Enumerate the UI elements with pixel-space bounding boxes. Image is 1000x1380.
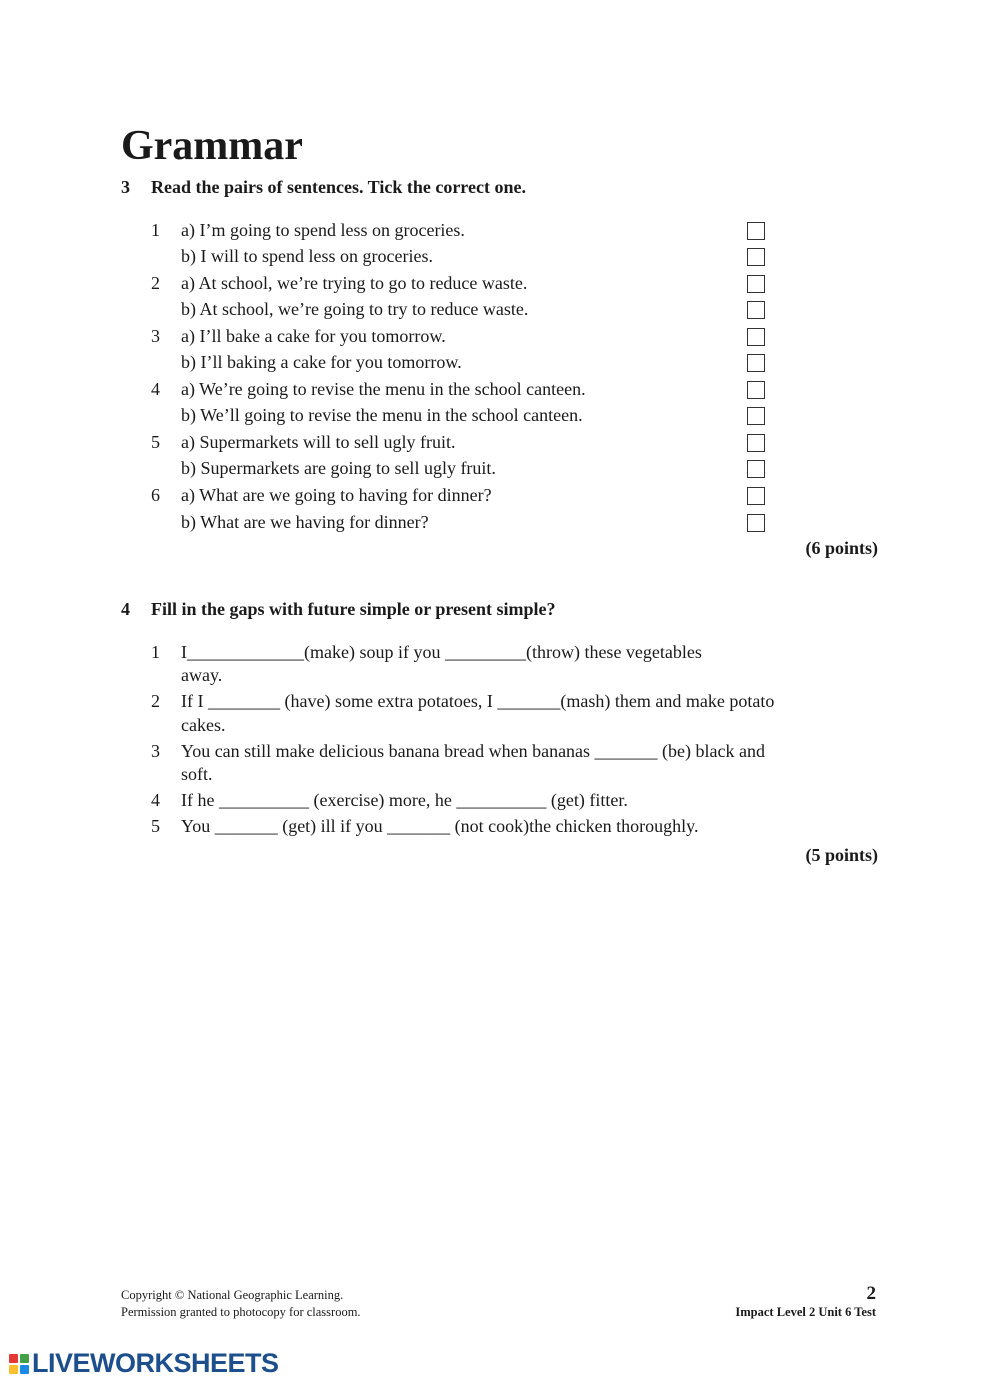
logo-text: LIVEWORKSHEETS xyxy=(32,1348,279,1378)
logo-square xyxy=(9,1354,18,1363)
ex3-item-number: 1 xyxy=(151,220,160,240)
ex3-option-b: b) Supermarkets are going to sell ugly fruit. xyxy=(181,458,496,478)
page-title: Grammar xyxy=(121,123,303,169)
ex3-item-number: 6 xyxy=(151,485,160,505)
tick-checkbox[interactable] xyxy=(747,354,765,372)
tick-checkbox[interactable] xyxy=(747,487,765,505)
logo-square xyxy=(20,1354,29,1363)
ex3-option-a: a) What are we going to having for dinner? xyxy=(181,485,492,505)
ex3-item-number: 2 xyxy=(151,273,160,293)
ex3-option-a: a) Supermarkets will to sell ugly fruit. xyxy=(181,432,456,452)
ex3-option-a: a) I’m going to spend less on groceries. xyxy=(181,220,465,240)
ex3-option-b: b) At school, we’re going to try to reduce waste. xyxy=(181,299,529,319)
tick-checkbox[interactable] xyxy=(747,434,765,452)
logo-square xyxy=(9,1365,18,1374)
ex4-item-number: 3 xyxy=(151,741,160,761)
exercise-3-instruction: Read the pairs of sentences. Tick the correct one. xyxy=(151,177,526,197)
tick-checkbox[interactable] xyxy=(747,248,765,266)
ex3-option-b: b) What are we having for dinner? xyxy=(181,512,429,532)
ex3-option-b: b) I will to spend less on groceries. xyxy=(181,246,433,266)
tick-checkbox[interactable] xyxy=(747,301,765,319)
exercise-4-points: (5 points) xyxy=(805,845,878,865)
logo-mark-icon xyxy=(9,1354,29,1374)
ex3-option-a: a) We’re going to revise the menu in the school canteen. xyxy=(181,379,586,399)
ex3-option-a: a) I’ll bake a cake for you tomorrow. xyxy=(181,326,446,346)
footer-permission: Permission granted to photocopy for classroom. xyxy=(121,1305,361,1319)
ex4-gap-sentence[interactable]: I_____________(make) soup if you _________(throw) these vegetables xyxy=(181,642,702,662)
ex3-option-b: b) I’ll baking a cake for you tomorrow. xyxy=(181,352,462,372)
tick-checkbox[interactable] xyxy=(747,222,765,240)
tick-checkbox[interactable] xyxy=(747,407,765,425)
ex4-gap-sentence[interactable]: If I ________ (have) some extra potatoes, I _______(mash) them and make potato xyxy=(181,691,775,711)
exercise-4-instruction: Fill in the gaps with future simple or present simple? xyxy=(151,599,556,619)
exercise-4-number: 4 xyxy=(121,599,130,619)
page-number: 2 xyxy=(866,1283,876,1304)
ex4-gap-sentence-cont: cakes. xyxy=(181,715,226,735)
footer-copyright: Copyright © National Geographic Learning. xyxy=(121,1288,344,1302)
tick-checkbox[interactable] xyxy=(747,275,765,293)
ex4-gap-sentence-cont: away. xyxy=(181,665,223,685)
ex4-item-number: 4 xyxy=(151,790,160,810)
ex4-gap-sentence[interactable]: You can still make delicious banana bread when bananas _______ (be) black and xyxy=(181,741,765,761)
tick-checkbox[interactable] xyxy=(747,328,765,346)
ex3-option-b: b) We’ll going to revise the menu in the school canteen. xyxy=(181,405,583,425)
tick-checkbox[interactable] xyxy=(747,460,765,478)
ex3-option-a: a) At school, we’re trying to go to reduce waste. xyxy=(181,273,528,293)
ex4-gap-sentence-cont: soft. xyxy=(181,764,213,784)
tick-checkbox[interactable] xyxy=(747,514,765,532)
liveworksheets-logo[interactable] xyxy=(9,1348,279,1379)
exercise-3-number: 3 xyxy=(121,177,130,197)
exercise-3-points: (6 points) xyxy=(805,538,878,558)
tick-checkbox[interactable] xyxy=(747,381,765,399)
ex3-item-number: 4 xyxy=(151,379,160,399)
ex4-item-number: 2 xyxy=(151,691,160,711)
footer-test-name: Impact Level 2 Unit 6 Test xyxy=(735,1305,876,1319)
ex3-item-number: 3 xyxy=(151,326,160,346)
ex4-item-number: 1 xyxy=(151,642,160,662)
ex4-gap-sentence[interactable]: If he __________ (exercise) more, he __________ (get) fitter. xyxy=(181,790,628,810)
ex4-item-number: 5 xyxy=(151,816,160,836)
ex4-gap-sentence[interactable]: You _______ (get) ill if you _______ (not cook)the chicken thoroughly. xyxy=(181,816,699,836)
ex3-item-number: 5 xyxy=(151,432,160,452)
logo-square xyxy=(20,1365,29,1374)
